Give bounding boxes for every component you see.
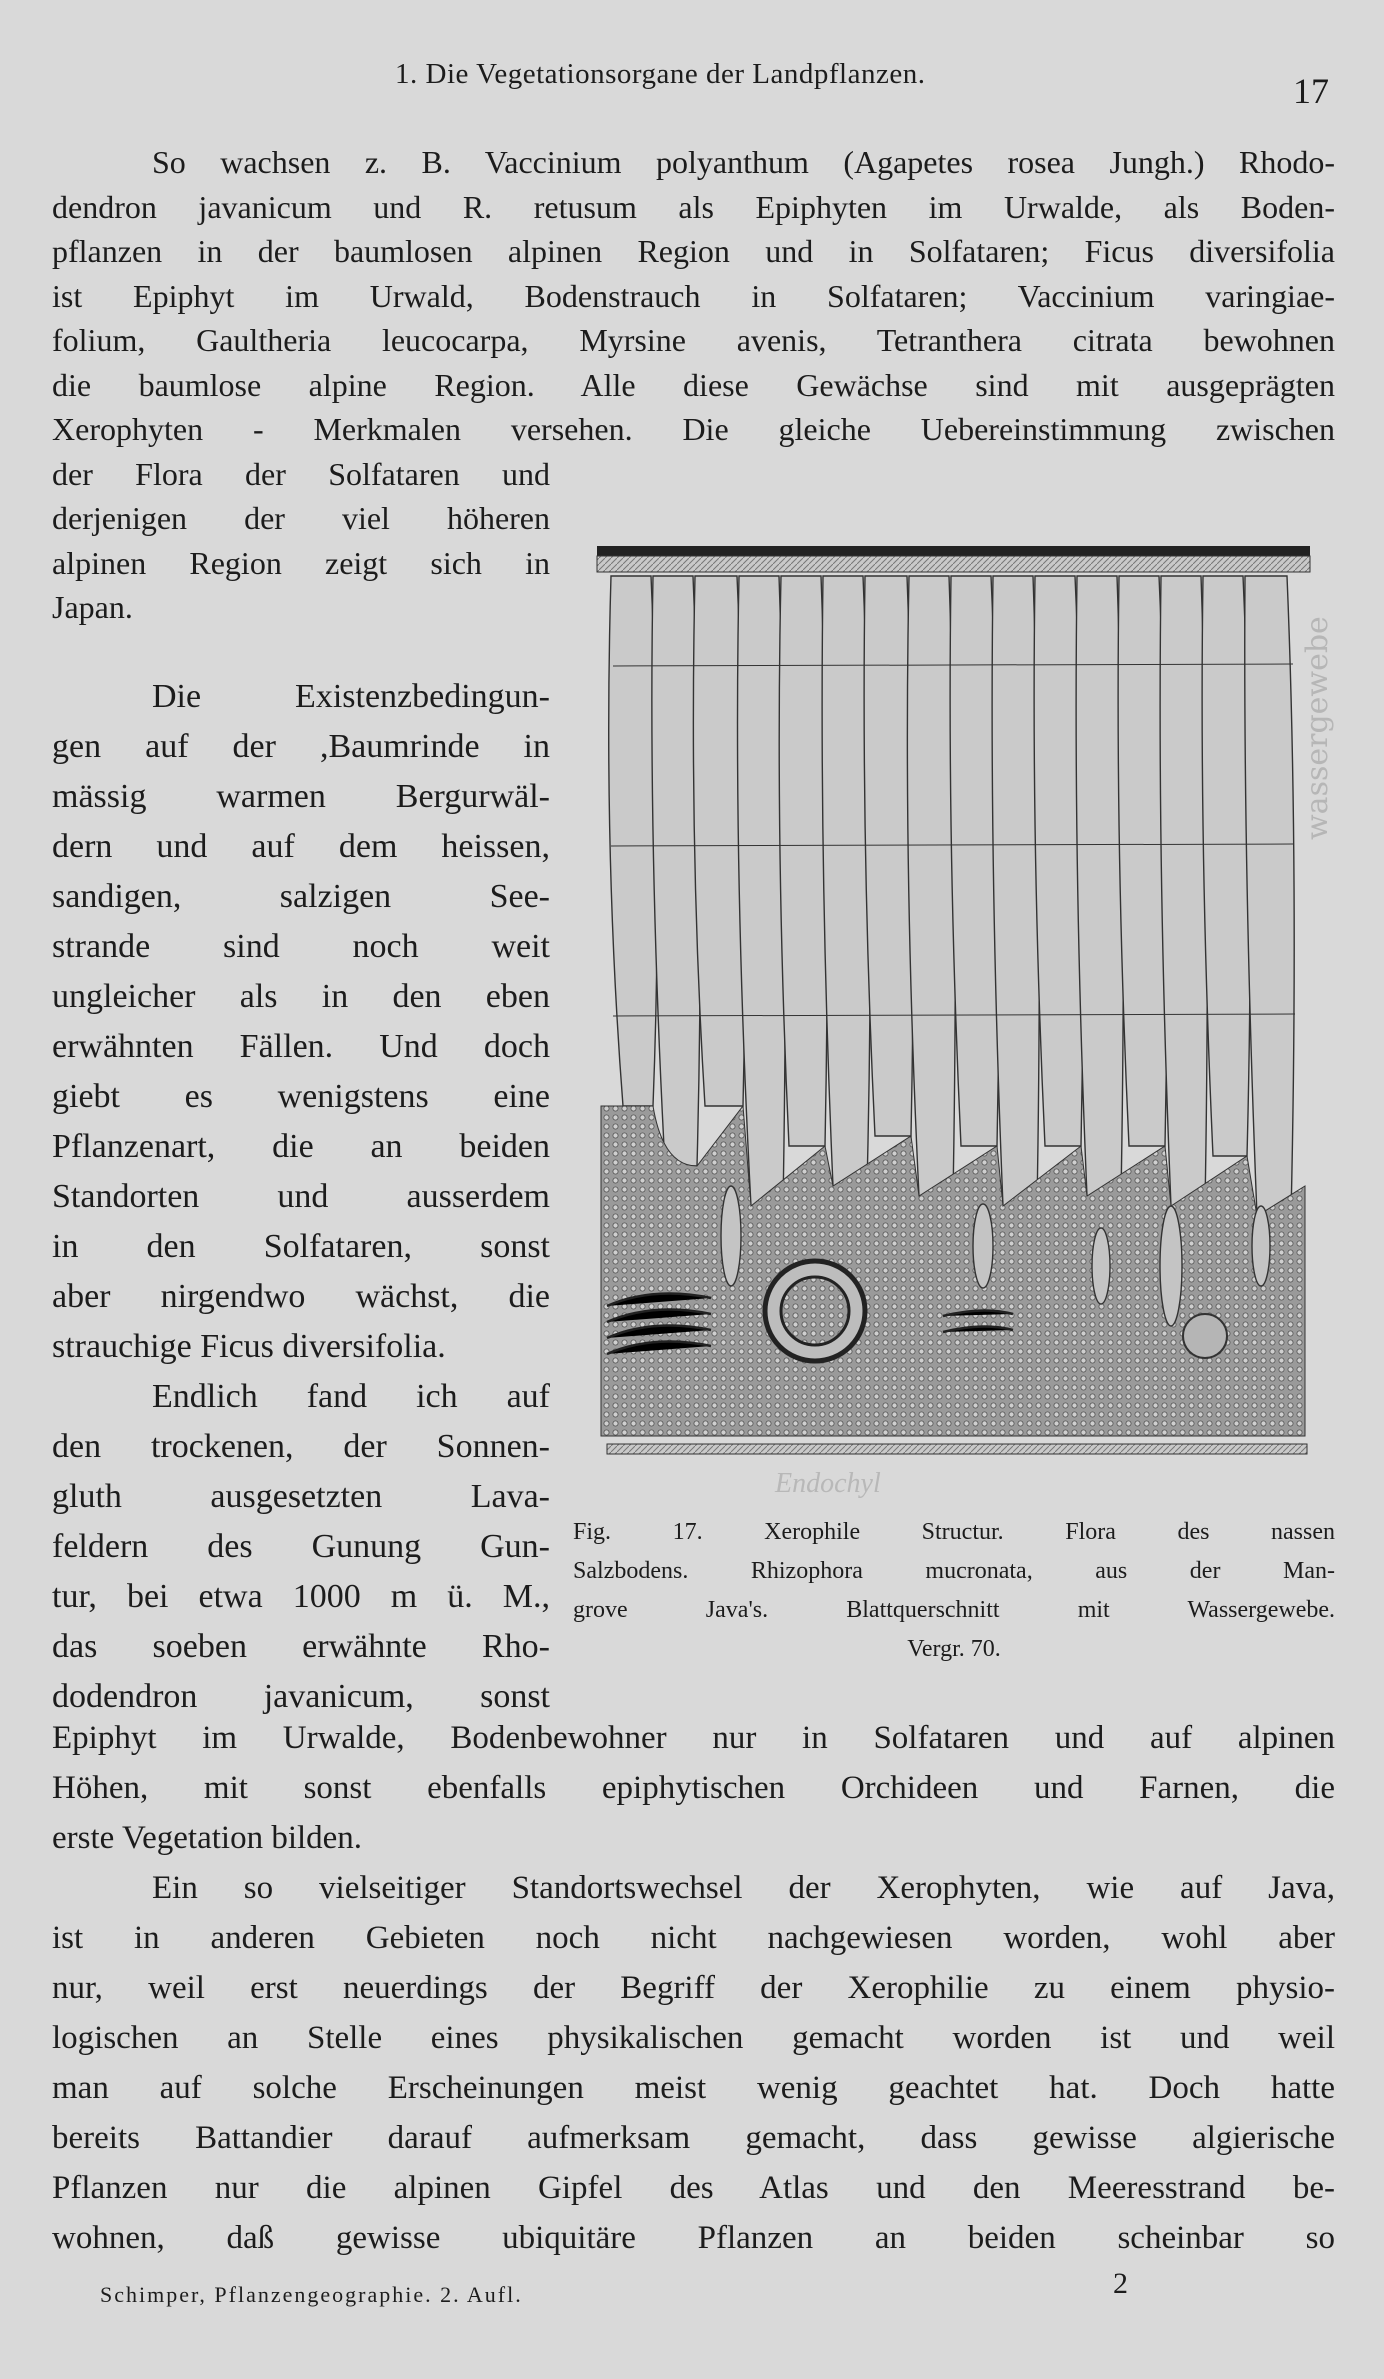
text-line: pflanzen in der baumlosen alpinen Region und in Solfataren; Ficus diversifolia bbox=[52, 233, 1335, 269]
text-line: folium, Gaultheria leucocarpa, Myrsine avenis, Tetranthera citrata bewohnen bbox=[52, 322, 1335, 358]
paragraph-2 bbox=[52, 672, 550, 1722]
text-line: den trockenen, der Sonnen- bbox=[52, 1428, 550, 1465]
caption-line: Vergr. 70. bbox=[907, 1636, 1001, 1662]
text-line: dern und auf dem heissen, bbox=[52, 828, 550, 865]
text-line: Höhen, mit sonst ebenfalls epiphytischen Orchideen und Farnen, die bbox=[52, 1770, 1335, 1806]
text-line: tur, bei etwa 1000 m ü. M., bbox=[52, 1578, 550, 1615]
text-line: gluth ausgesetzten Lava- bbox=[52, 1478, 550, 1515]
footer-signature: Schimper, Pflanzengeographie. 2. Aufl. bbox=[100, 2282, 523, 2307]
figure-caption bbox=[573, 1513, 1335, 1669]
text-line: giebt es wenigstens eine bbox=[52, 1078, 550, 1115]
text-line: feldern des Gunung Gun- bbox=[52, 1528, 550, 1565]
text-line: strauchige Ficus diversifolia. bbox=[52, 1328, 446, 1365]
text-line: Ein so vielseitiger Standortswechsel der Xerophyten, wie auf Java, bbox=[152, 1870, 1335, 1906]
text-line: wohnen, daß gewisse ubiquitäre Pflanzen an beiden scheinbar so bbox=[52, 2220, 1335, 2256]
text-line: der Flora der Solfataren und bbox=[52, 455, 550, 492]
text-line: in den Solfataren, sonst bbox=[52, 1228, 550, 1265]
text-line: logischen an Stelle eines physikalischen gemacht worden ist und weil bbox=[52, 2020, 1335, 2056]
text-line: dodendron javanicum, sonst bbox=[52, 1678, 550, 1715]
text-line: das soeben erwähnte Rho- bbox=[52, 1628, 550, 1665]
text-line: derjenigen der viel höheren bbox=[52, 500, 550, 536]
text-line: die baumlose alpine Region. Alle diese Gewächse sind mit ausgeprägten bbox=[52, 366, 1335, 403]
text-line: aber nirgendwo wächst, die bbox=[52, 1278, 550, 1315]
running-head: 1. Die Vegetationsorgane der Landpflanzen. bbox=[395, 58, 926, 90]
text-line: Endlich fand ich auf bbox=[152, 1378, 550, 1415]
text-line: gen auf der ,Baumrinde in bbox=[52, 728, 550, 765]
text-line: dendron javanicum und R. retusum als Epiphyten im Urwalde, als Boden- bbox=[52, 188, 1335, 225]
page-number: 17 bbox=[1293, 71, 1329, 111]
text-line: Standorten und ausserdem bbox=[52, 1178, 550, 1215]
text-line: Die Existenzbedingun- bbox=[152, 678, 550, 715]
text-line: man auf solche Erscheinungen meist wenig geachtet hat. Doch hatte bbox=[52, 2070, 1335, 2106]
text-line: sandigen, salzigen See- bbox=[52, 878, 550, 915]
text-line: mässig warmen Bergurwäl- bbox=[52, 778, 550, 815]
text-line: ungleicher als in den eben bbox=[52, 978, 550, 1015]
footer-sheet-number: 2 bbox=[1113, 2267, 1128, 2300]
text-line: Epiphyt im Urwalde, Bodenbewohner nur in Solfataren und auf alpinen bbox=[52, 1720, 1335, 1756]
text-line: Japan. bbox=[52, 589, 133, 625]
text-line: alpinen Region zeigt sich in bbox=[52, 544, 550, 581]
text-line: bereits Battandier darauf aufmerksam gemacht, dass gewisse algierische bbox=[52, 2120, 1335, 2156]
text-line: Pflanzenart, die an beiden bbox=[52, 1128, 550, 1165]
leaf-cross-section-figure bbox=[593, 546, 1314, 1466]
text-line: erste Vegetation bilden. bbox=[52, 1820, 363, 1856]
text-line: Xerophyten - Merkmalen versehen. Die gleiche Uebereinstimmung zwischen bbox=[52, 411, 1335, 447]
text-line: So wachsen z. B. Vaccinium polyanthum (Agapetes rosea Jungh.) Rhodo- bbox=[152, 144, 1335, 180]
text-line: ist Epiphyt im Urwald, Bodenstrauch in Solfataren; Vaccinium varingiae- bbox=[52, 277, 1335, 314]
caption-line: Fig. 17. Xerophile Structur. Flora des nassen bbox=[573, 1519, 1335, 1545]
text-line: Pflanzen nur die alpinen Gipfel des Atlas und den Meeresstrand be- bbox=[52, 2170, 1335, 2206]
text-line: erwähnten Fällen. Und doch bbox=[52, 1028, 550, 1065]
paragraph-3-and-4 bbox=[52, 1713, 1335, 2263]
text-line: nur, weil erst neuerdings der Begriff der Xerophilie zu einem physio- bbox=[52, 1970, 1335, 2006]
caption-line: grove Java's. Blattquerschnitt mit Wassergewebe. bbox=[573, 1597, 1335, 1623]
text-line: ist in anderen Gebieten noch nicht nachgewiesen worden, wohl aber bbox=[52, 1920, 1335, 1956]
pencil-annotation: Endochyl bbox=[775, 1468, 881, 1499]
pencil-annotation: wassergewebe bbox=[1300, 616, 1335, 840]
caption-line: Salzbodens. Rhizophora mucronata, aus der Man- bbox=[573, 1558, 1335, 1584]
text-line: strande sind noch weit bbox=[52, 928, 550, 965]
